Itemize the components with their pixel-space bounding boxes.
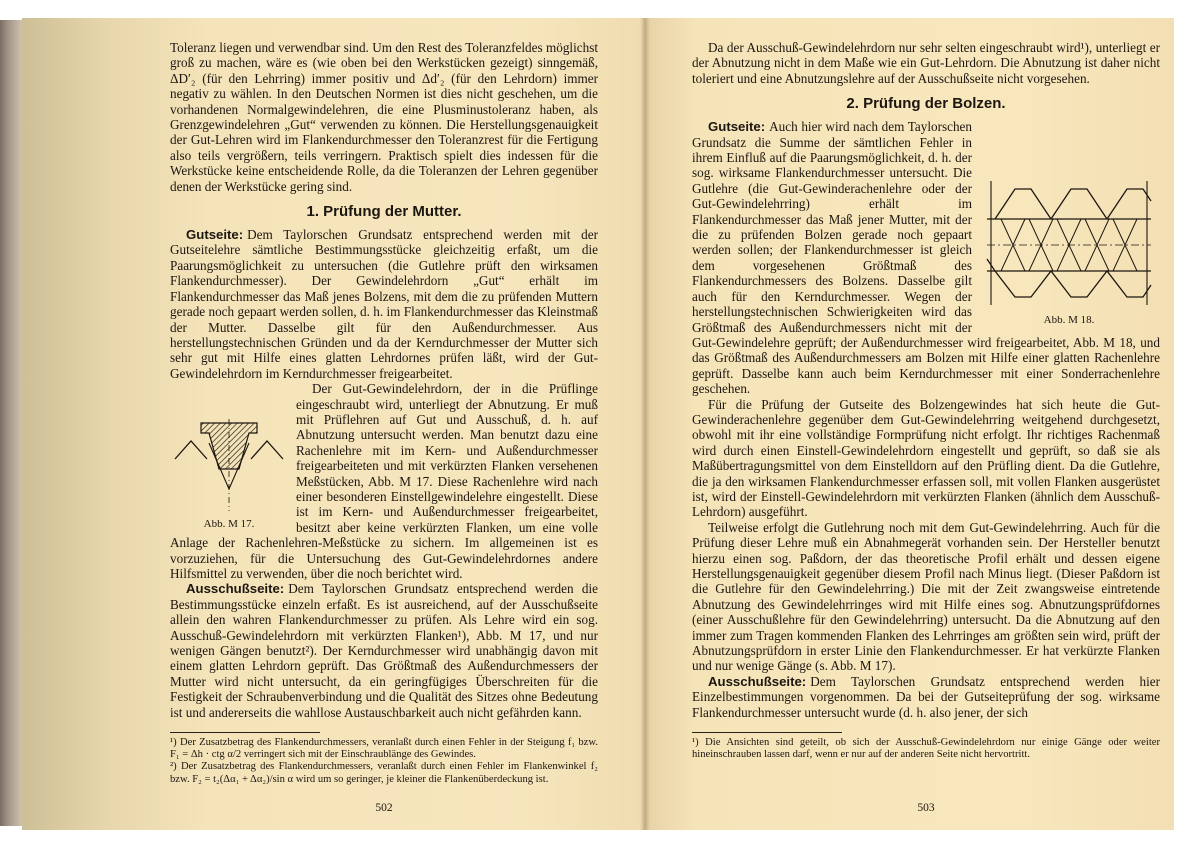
right-footnote-1: ¹) Die Ansichten sind geteilt, ob sich der Ausschuß-Gewindelehrdorn nur einige Gänge oder weiter hineinschrauben lassen darf, wenn er nur auf der anderen Seite nicht hervortritt. xyxy=(692,737,1160,761)
right-aus-paragraph xyxy=(692,674,1160,720)
right-gut-text: Auch hier wird nach dem Taylorschen Grundsatz die Summe der sämtlichen Fehler in ihrem Einfluß auf die Paarungsmöglichkeit, d. h. der sog. wirksame Flankendurchmesser untersucht. Die Gutlehre (die Gut-Gewinderachenlehre oder der Gut-Gewindelehrring) erhält im Flankendurchmesser das Maß jener Mutter, mit der die zu prüfenden Bolzen gerade noch gepaart werden sollen; der Flankendurchmesser ist gleich dem vorgesehenen Größtmaß des Flankendurchmessers des Bolzens. Dasselbe gilt auch für den Kerndurchmesser. Wegen der herstellungstechnischen Schwierigkeiten wird das Größtmaß des Außendurchmessers nicht mit der Gut-Gewindelehre geprüft; der Außendurchmesser wird freigearbeitet, Abb. M 18, und das Größtmaß des Außendurchmessers am Bolzen mit Hilfe einer glatten Rachenlehre geprüft. Dasselbe kann auch beim Kerndurchmesser mit einer Sonderrachenlehre geschehen. xyxy=(692,119,1160,397)
bolt-thread-diagram xyxy=(981,179,1157,307)
left-aus-lead: Ausschußseite: xyxy=(186,581,285,597)
figure-m18-caption: Abb. M 18. xyxy=(1043,314,1095,327)
left-heading: 1. Prüfung der Mutter. xyxy=(306,203,462,221)
left-gut-lead: Gutseite: xyxy=(186,227,244,243)
figure-m17-caption: Abb. M 17. xyxy=(203,518,255,531)
right-para-1: Da der Ausschuß-Gewindelehrdorn nur sehr selten eingeschraubt wird¹), unterliegt er der Abnutzung nicht in dem Maße wie ein Gut-Lehrdorn. Die Abnutzung ist daher nicht toleriert und eine Abnutzungslehre auf der Ausschußseite nicht vorgesehen. xyxy=(692,40,1160,86)
figure-m17 xyxy=(170,419,288,530)
right-para-3: Für die Prüfung der Gutseite des Bolzengewindes hat sich heute die Gut-Gewinderachenlehre gegenüber dem Gut-Gewindelehrring weitgehend durchgesetzt, obwohl mit ihr eine vollständige Formprüfung nicht erfolgt. Ihr richtiges Rachenmaß wird durch einen Einstell-Gewindelehrdorn eingestellt und geprüft, so daß sie als Maßübertragungsmittel von dem Einstelldorn auf den Prüfling dient. Da die Gutlehre, die ja den wirksamen Flankendurchmesser erfassen soll, mit vollen Flanken ausgerüstet ist, wird der Einstell-Gewindelehrdorn mit verkürzten Flanken (ähnlich dem Ausschuß-Lehrdorn) ausgeführt. xyxy=(692,396,1160,520)
book-gutter xyxy=(640,18,650,830)
right-aus-text: Dem Taylorschen Grundsatz entsprechend werden hier Einzelbestimmungen vorgenommen. Da bei der Gutseiteprüfung der sog. wirksame Flankendurchmesser untersucht wurde (d. h. also jener, der sich xyxy=(692,673,1160,720)
left-footnote-1: ¹) Der Zusatzbetrag des Flankendurchmessers, veranlaßt durch einen Fehler in der Steigung f₁ bzw. F₁ = Δh · ctg α/2 verringert sich mit der Einschraublänge des Gewindes. xyxy=(170,737,598,761)
right-para-4: Teilweise erfolgt die Gutlehrung noch mit dem Gut-Gewindelehrring. Auch für die Prüfung dieser Lehre muß ein Abnahmegerät vorhanden sein. Der Hersteller benutzt hierzu einen sog. Paßdorn, der das theoretische Profil erhält und dessen eigene Herstellungsgenauigkeit gegenüber diesem Profil nach Minus liegt. (Dieser Paßdorn ist die Gutlehre für den Gewindelehrring.) Die mit der Zeit zwangsweise eintretende Abnutzung des Gewindelehrringes wird mit Hilfe eines sog. Abnutzungsprüfdornes (einer Ausschußlehre für den Gewindelehrring) untersucht. Da die Abnutzung auf den immer zum Tragen kommenden Flanken des Lehrringes am größten sein wird, prüft der Abnutzungsprüfdorn in erster Linie den Flankendurchmesser. Er hat verkürzte Flanken und nur wenige Gänge (s. Abb. M 17). xyxy=(692,519,1160,674)
left-gut-text: Dem Taylorschen Grundsatz entsprechend werden mit der Gutseitelehre sämtliche Bestimmungsstücke gleichzeitig erfaßt, um die Paarungsmöglichkeit zu untersuchen (die Gutlehre prüft den wirksamen Flankendurchmesser). Der Gewindelehrdorn „Gut“ erhält im Flankendurchmesser das Maß jenes Bolzens, mit dem die zu prüfenden Muttern gerade noch gepaart werden sollen, d. h. im Flankendurchmesser das Kleinstmaß der Mutter. Dasselbe gilt für den Außendurchmesser. Aus herstellungstechnischen Gründen und da der Kerndurchmesser der Mutter sich sehr gut mit Hilfe eines glatten Lehrdornes prüfen läßt, wird der Gut-Gewindelehrdorn im Kerndurchmesser freigearbeitet. xyxy=(170,227,598,381)
left-gut-paragraph xyxy=(170,227,598,381)
right-aus-lead: Ausschußseite: xyxy=(708,673,807,689)
thread-gauge-diagram xyxy=(173,419,285,511)
right-gut-lead: Gutseite: xyxy=(708,119,766,135)
left-para-3: Der Gut-Gewindelehrdorn, der in die Prüflinge eingeschraubt wird, unterliegt der Abnutzung. Er muß mit Prüflehren auf Gut und Ausschuß, d. h. auf Abnutzung untersucht werden. Man benutzt dazu eine Rachenlehre mit im Kern- und Außendurchmesser freigearbeiteten und mit verkürzten Flanken versehenen Meßstücken, Abb. M 17. Diese Rachenlehre wird nach einer besonderen Einstellgewindelehre eingestellt. Diese ist im Kern- und Außendurchmesser freigearbeitet, besitzt aber keine verkürzten Flanken, um eine volle Anlage der Rachenlehren-Meßstücke zu sichern. Im allgemeinen ist es vorzuziehen, für die Untersuchung des Gut-Gewindelehrdornes andere Hilfsmittel zu verwenden, über die noch berichtet wird. xyxy=(170,381,598,581)
figure-m18 xyxy=(978,179,1160,326)
left-page-number: 502 xyxy=(375,802,393,814)
book-edge xyxy=(0,20,22,826)
left-footnote-2: ²) Der Zusatzbetrag des Flankendurchmessers, veranlaßt durch einen Fehler im Flankenwinkel f₂ bzw. F₂ = t₂(Δα₁ + Δα₂)/sin α wird um so geringer, je kleiner die Flankenüberdeckung ist. xyxy=(170,761,598,785)
right-heading: 2. Prüfung der Bolzen. xyxy=(846,95,1006,113)
right-page xyxy=(644,18,1174,830)
right-footnote-rule xyxy=(692,732,842,733)
left-para-1: Toleranz liegen und verwendbar sind. Um den Rest des Toleranzfeldes möglichst groß zu machen, wäre es (wie oben bei den Werkstücken gezeigt) sinngemäß, ΔD′₂ (für den Lehrring) immer positiv und Δd′₂ (für den Lehrdorn) immer negativ zu wählen. In den Deutschen Normen ist dies nicht geschehen, um die vorhandenen Normalgewindelehren, die eine Plusminustoleranz haben, als Grenzgewindelehren „Gut“ verwenden zu können. Die Herstellungsgenauigkeit der Gut-Lehren wird im Flankendurchmesser den Toleranzrest für die Fertigung also teils vergrößern, teils verringern. Praktisch spielt dies indessen für die Werkstücke keine entscheidende Rolle, da die Toleranzen der Lehren gegenüber denen der Werkstücke gering sind. xyxy=(170,40,598,194)
left-footnote-rule xyxy=(170,732,320,733)
left-aus-paragraph xyxy=(170,581,598,720)
right-page-number: 503 xyxy=(917,802,935,814)
left-page xyxy=(22,18,644,830)
left-aus-text: Dem Taylorschen Grundsatz entsprechend werden die Bestimmungsstücke einzeln erfaßt. Es ist ausreichend, auf der Ausschußseite allein den wahren Flankendurchmesser zu prüfen. Als Lehre wird ein sog. Ausschuß-Gewindelehrdorn mit verkürzten Flanken¹), Abb. M 17, und nur wenigen Gängen benutzt²). Der Kerndurchmesser wird unabhängig davon mit einem glatten Lehrdorn geprüft. Das Größtmaß des Außendurchmessers der Mutter wird nicht untersucht, da ein geringfügiges Überschreiten für die Festigkeit der Schraubenverbindung und die Qualität des Sitzes ohne Bedeutung ist und andererseits die wahllose Austauschbarkeit auch nicht gefährden kann. xyxy=(170,581,598,720)
